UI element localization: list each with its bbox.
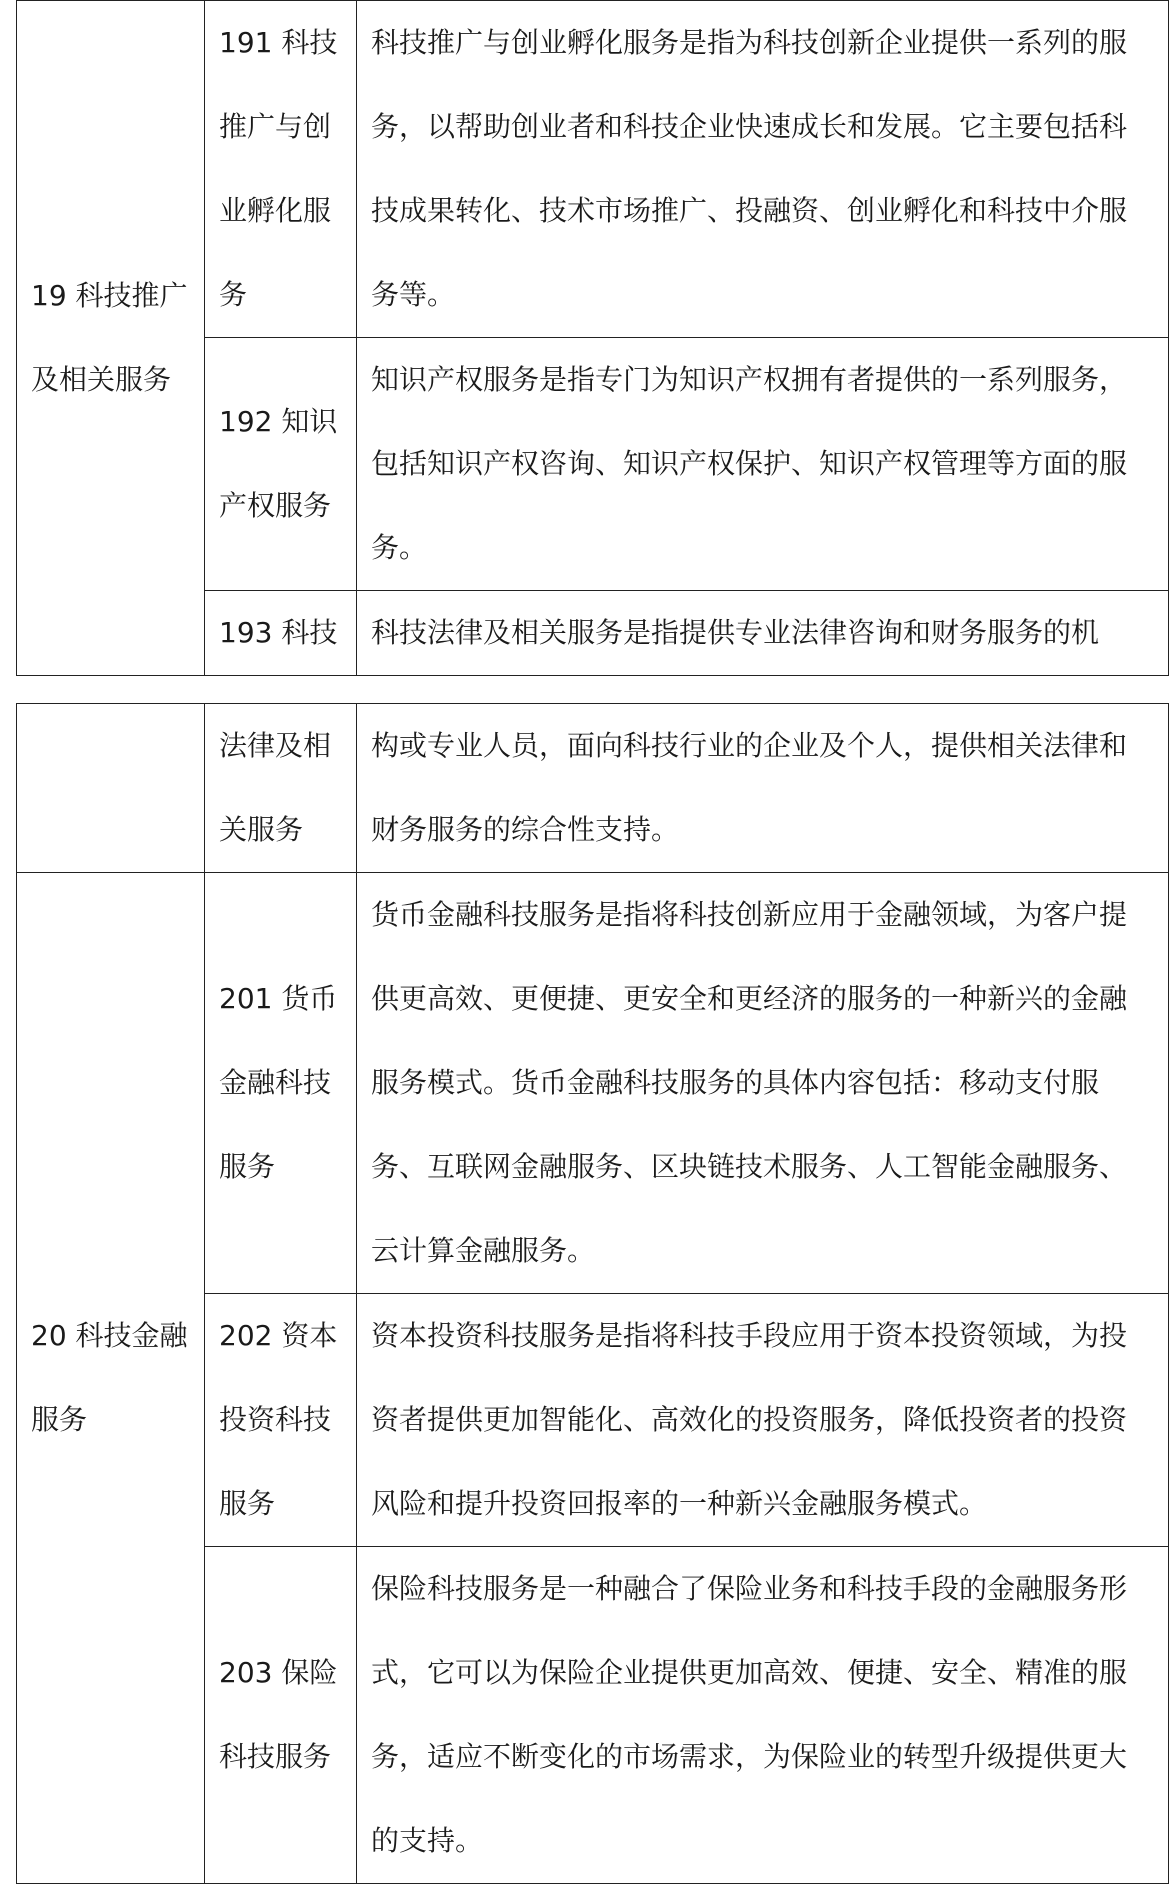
category-cell: 19 科技推广及相关服务 bbox=[17, 1, 205, 676]
table-row bbox=[17, 873, 1169, 1294]
table-row bbox=[17, 704, 1169, 873]
subcategory-cell: 法律及相关服务 bbox=[205, 704, 357, 873]
description-cell: 知识产权服务是指专门为知识产权拥有者提供的一系列服务，包括知识产权咨询、知识产权保护、知识产权管理等方面的服务。 bbox=[357, 338, 1169, 591]
subcategory-cell: 202 资本投资科技服务 bbox=[205, 1294, 357, 1547]
description-cell: 保险科技服务是一种融合了保险业务和科技手段的金融服务形式，它可以为保险企业提供更加高效、便捷、安全、精准的服务，适应不断变化的市场需求，为保险业的转型升级提供更大的支持。 bbox=[357, 1547, 1169, 1884]
subcategory-cell: 203 保险科技服务 bbox=[205, 1547, 357, 1884]
description-cell: 科技推广与创业孵化服务是指为科技创新企业提供一系列的服务，以帮助创业者和科技企业快速成长和发展。它主要包括科技成果转化、技术市场推广、投融资、创业孵化和科技中介服务等。 bbox=[357, 1, 1169, 338]
description-cell: 科技法律及相关服务是指提供专业法律咨询和财务服务的机 bbox=[357, 591, 1169, 676]
service-table-part2 bbox=[16, 703, 1169, 1884]
service-table-part1 bbox=[16, 0, 1169, 676]
category-cell: 20 科技金融服务 bbox=[17, 873, 205, 1884]
table-row bbox=[17, 1, 1169, 338]
description-cell: 货币金融科技服务是指将科技创新应用于金融领域，为客户提供更高效、更便捷、更安全和更经济的服务的一种新兴的金融服务模式。货币金融科技服务的具体内容包括：移动支付服务、互联网金融服务、区块链技术服务、人工智能金融服务、云计算金融服务。 bbox=[357, 873, 1169, 1294]
subcategory-cell: 201 货币金融科技服务 bbox=[205, 873, 357, 1294]
subcategory-cell: 191 科技推广与创业孵化服务 bbox=[205, 1, 357, 338]
subcategory-cell: 192 知识产权服务 bbox=[205, 338, 357, 591]
description-cell: 资本投资科技服务是指将科技手段应用于资本投资领域，为投资者提供更加智能化、高效化的投资服务，降低投资者的投资风险和提升投资回报率的一种新兴金融服务模式。 bbox=[357, 1294, 1169, 1547]
description-cell: 构或专业人员，面向科技行业的企业及个人，提供相关法律和财务服务的综合性支持。 bbox=[357, 704, 1169, 873]
category-cell-empty bbox=[17, 704, 205, 873]
subcategory-cell: 193 科技 bbox=[205, 591, 357, 676]
